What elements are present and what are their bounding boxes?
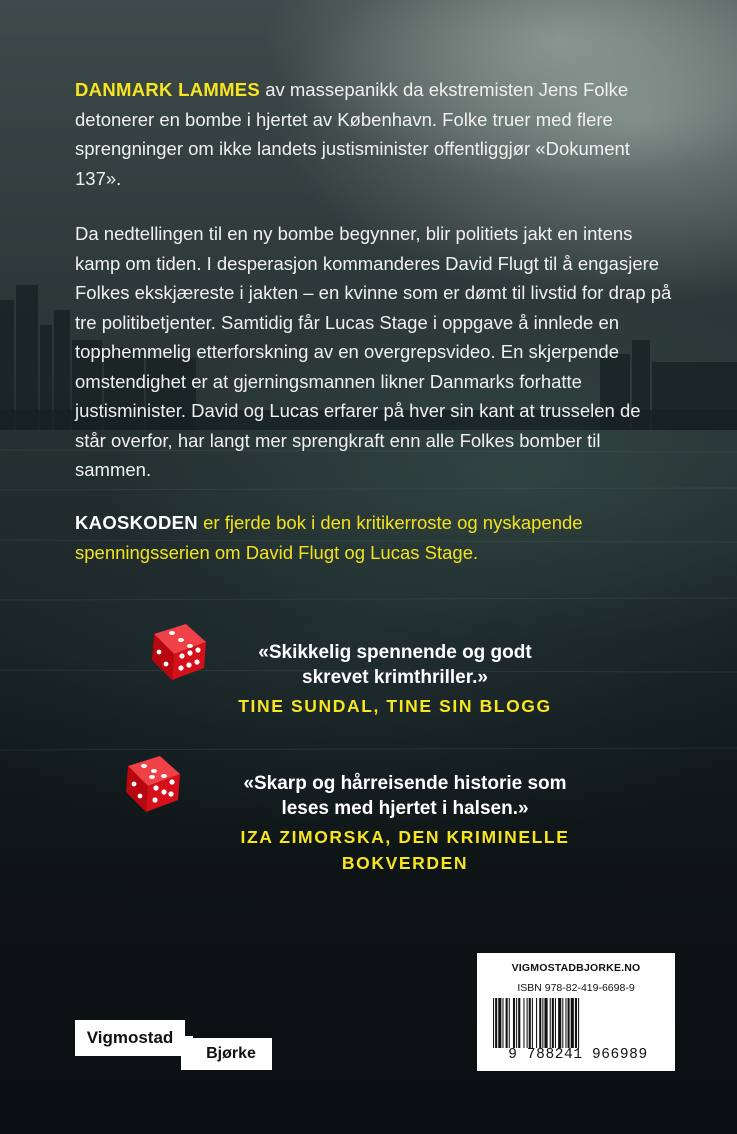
water-texture xyxy=(0,430,737,810)
review-quote-1-source: TINE SUNDAL, TINE SIN BLOGG xyxy=(238,696,552,716)
barcode-bar xyxy=(550,998,551,1048)
barcode-bar xyxy=(578,998,579,1048)
blurb-paragraph-1-text: av massepanikk da ekstremisten Jens Folke detonerer en bombe i hjertet av København. Folke truer med flere sprengninger om ikke landets justisminister offentliggjør «Dokument 137». xyxy=(75,79,630,189)
barcode-bar xyxy=(513,998,515,1048)
barcode-bar xyxy=(575,998,577,1048)
barcode-digits: 9 788241 966989 xyxy=(508,1047,648,1063)
blurb-paragraph-2: Da nedtellingen til en ny bombe begynner, blir politiets jakt en intens kamp om tiden. I desperasjon kommanderes David Flugt til å engasjere Folkes ekskjæreste i jakten – en kvinne som er dømt til livstid for drap på tre politibetjenter. Samtidig får Lucas Stage i oppgave å innlede en topphemmelig etterforskning av en overgrepsvideo. En skjerpende omstendighet er at gjerningsmannen likner Danmarks forhatte justisminister. David og Lucas erfarer på hver sin kant at trusselen de står overfor, har langt mer sprengkraft enn alle Folkes bomber til sammen. xyxy=(75,223,672,480)
barcode-bar xyxy=(509,998,510,1048)
review-quote-2-line-2: leses med hjertet i halsen.» xyxy=(281,798,529,819)
barcode-bar xyxy=(516,998,517,1048)
barcode-bar xyxy=(544,998,547,1048)
barcode-bars xyxy=(491,998,661,1048)
barcode-bar xyxy=(495,998,497,1048)
blurb-paragraph-1 xyxy=(75,75,675,193)
barcode-bar xyxy=(498,998,501,1048)
isbn-label: ISBN 978-82-419-6698-9 xyxy=(517,982,635,994)
barcode-bar xyxy=(568,998,570,1048)
review-quote-1 xyxy=(200,640,590,719)
blurb-paragraph-3 xyxy=(75,508,675,567)
publisher-logo-bjorke: Bjørke xyxy=(190,1038,272,1070)
review-quote-2 xyxy=(175,771,635,876)
barcode-bar xyxy=(562,998,563,1048)
review-quote-2-line-1: «Skarp og hårreisende historie som xyxy=(243,773,567,794)
barcode-bar xyxy=(536,998,537,1048)
barcode-bar xyxy=(565,998,566,1048)
barcode-bar xyxy=(527,998,528,1048)
barcode-bar xyxy=(542,998,543,1048)
barcode-bar xyxy=(518,998,520,1048)
barcode-bar xyxy=(552,998,554,1048)
publisher-logo-vigmostad: Vigmostad xyxy=(75,1020,185,1056)
blurb-paragraph-3-text: er fjerde bok i den kritikerroste og nyskapende spenningsserien om David Flugt og Lucas Stage. xyxy=(75,512,583,563)
barcode-bar xyxy=(529,998,531,1048)
barcode-bar xyxy=(539,998,541,1048)
blurb-lead-danmark-lammes: DANMARK LAMMES xyxy=(75,79,261,100)
barcode-bar xyxy=(555,998,556,1048)
barcode-bar xyxy=(506,998,508,1048)
blurb-lead-kaoskoden: KAOSKODEN xyxy=(75,512,198,533)
barcode-bar xyxy=(558,998,561,1048)
barcode-bar xyxy=(523,998,524,1048)
review-quote-1-line-1: «Skikkelig spennende og godt xyxy=(258,642,532,663)
review-quote-2-source: IZA ZIMORSKA, DEN KRIMINELLE BOKVERDEN xyxy=(240,827,570,873)
barcode-bar xyxy=(571,998,574,1048)
barcode-bar xyxy=(493,998,494,1048)
review-quote-1-line-2: skrevet krimthriller.» xyxy=(302,667,488,688)
barcode-bar xyxy=(502,998,503,1048)
barcode-bar xyxy=(532,998,533,1048)
barcode-panel xyxy=(477,953,675,1071)
publisher-url: VIGMOSTADBJORKE.NO xyxy=(511,962,641,974)
